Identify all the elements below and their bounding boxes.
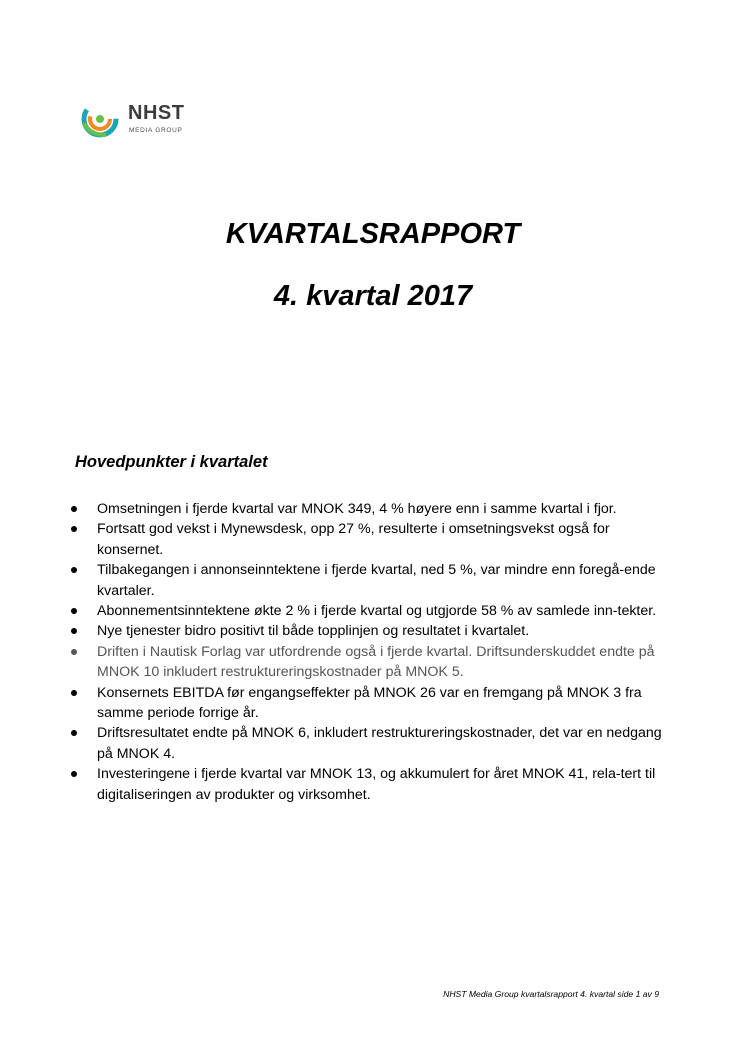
bullet-icon <box>71 771 77 777</box>
list-item <box>68 499 668 519</box>
logo-name: NHST <box>128 102 185 124</box>
section-heading: Hovedpunkter i kvartalet <box>75 453 268 471</box>
list-item <box>68 621 668 641</box>
list-item <box>68 560 668 601</box>
list-item-text: Tilbakegangen i annonseinntektene i fjerde kvartal, ned 5 %, var mindre enn foregå-ende kvartaler. <box>97 562 656 599</box>
list-item-text: Investeringene i fjerde kvartal var MNOK 13, og akkumulert for året MNOK 41, rela-tert til digitaliseringen av produkter og virksomhet. <box>97 766 656 803</box>
logo-subtitle: MEDIA GROUP <box>129 127 183 134</box>
bullet-icon <box>71 567 77 573</box>
bullet-icon <box>71 506 77 512</box>
list-item <box>68 601 668 621</box>
list-item-text: Fortsatt god vekst i Mynewsdesk, opp 27 %, resulterte i omsetningsvekst også for konsernet. <box>97 521 610 558</box>
list-item-text: Driftsresultatet endte på MNOK 6, inkludert restruktureringskostnader, det var en nedgang på MNOK 4. <box>97 725 662 762</box>
list-item-text: Abonnementsinntektene økte 2 % i fjerde kvartal og utgjorde 58 % av samlede inn-tekter. <box>97 603 657 620</box>
bullet-icon <box>71 690 77 696</box>
list-item-text: Konsernets EBITDA før engangseffekter på MNOK 26 var en fremgang på MNOK 3 fra samme periode forrige år. <box>97 684 642 722</box>
bullet-icon <box>71 608 77 614</box>
highlights-list <box>68 499 668 805</box>
company-logo <box>80 97 210 141</box>
nhst-logo-icon <box>80 99 124 139</box>
bullet-icon <box>71 628 77 634</box>
list-item <box>68 642 668 683</box>
list-item-text: Nye tjenester bidro positivt til både topplinjen og resultatet i kvartalet. <box>97 623 530 640</box>
page-footer: NHST Media Group kvartalsrapport 4. kvartal side 1 av 9 <box>443 989 659 999</box>
list-item-text: Driften i Nautisk Forlag var utfordrende også i fjerde kvartal. Driftsunderskuddet endte på MNOK 10 inkludert restruktureringskostnader på MNOK 5. <box>97 643 655 681</box>
list-item-text: Omsetningen i fjerde kvartal var MNOK 349, 4 % høyere enn i samme kvartal i fjor. <box>97 501 617 517</box>
report-period: 4. kvartal 2017 <box>273 280 473 312</box>
list-item <box>68 723 668 764</box>
bullet-icon <box>71 730 77 736</box>
list-item <box>68 764 668 805</box>
report-title: KVARTALSRAPPORT <box>225 218 521 250</box>
bullet-icon <box>71 649 77 655</box>
list-item <box>68 683 668 724</box>
list-item <box>68 519 668 560</box>
bullet-icon <box>71 526 77 532</box>
